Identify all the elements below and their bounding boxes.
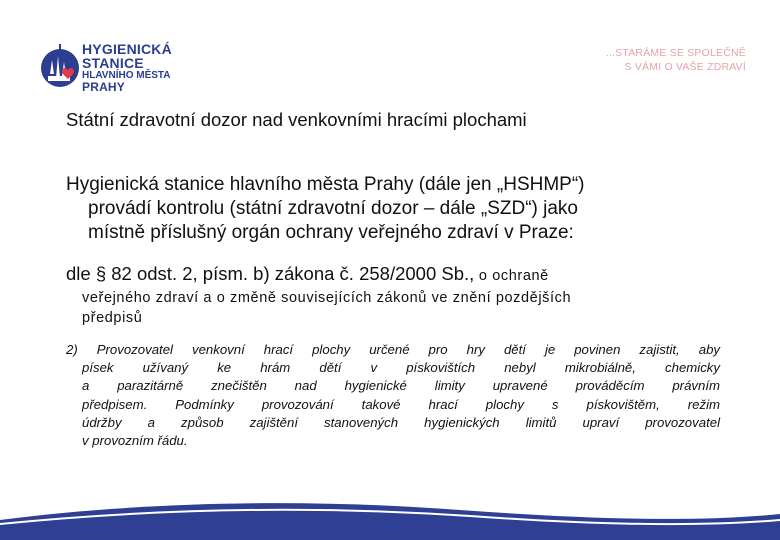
- operator-duty-line: a parazitárně znečištěn nad hygienické limity upravené prováděcím právním: [82, 378, 720, 394]
- logo-line-1: HYGIENICKÁ: [82, 41, 172, 57]
- operator-duty-line: údržby a způsob zajištění stanovených hygienických limitů upraví provozovatel: [82, 414, 720, 430]
- slogan: [606, 46, 746, 74]
- operator-duty-line: předpisem. Podmínky provozování takové hrací plochy s pískovištěm, režim: [82, 396, 720, 412]
- logo-line-3: HLAVNÍHO MĚSTA: [82, 70, 171, 81]
- logo-line-4: PRAHY: [82, 80, 126, 94]
- law-citation-line-3: předpisů: [82, 310, 143, 326]
- hshmp-logo: [40, 38, 210, 100]
- paragraph-intro: [66, 173, 736, 245]
- operator-duty-line: v provozním řádu.: [82, 433, 188, 449]
- paragraph-intro-line: provádí kontrolu (státní zdravotní dozor – dále „SZD“) jako: [88, 198, 579, 219]
- law-citation: dle § 82 odst. 2, písm. b) zákona č. 258/2000 Sb.,: [66, 263, 475, 284]
- slogan-line-2: S VÁMI O VAŠE ZDRAVÍ: [624, 61, 746, 74]
- law-citation-rest: o ochraně: [474, 268, 549, 284]
- paragraph-law-reference: [66, 263, 726, 328]
- paragraph-intro-line: Hygienická stanice hlavního města Prahy (dále jen „HSHMP“): [66, 174, 585, 195]
- slide-title: Státní zdravotní dozor nad venkovními hracími plochami: [66, 109, 527, 130]
- paragraph-operator-duty: [66, 341, 720, 450]
- logo-line-2: STANICE: [82, 55, 144, 71]
- prague-castle-heart-icon: [40, 38, 84, 98]
- paragraph-intro-line: místně příslušný orgán ochrany veřejného zdraví v Praze:: [88, 222, 574, 243]
- footer-wave: [0, 480, 780, 540]
- operator-duty-line: písek užívaný ke hrám dětí v pískovištích nebyl mikrobiálně, chemicky: [82, 360, 720, 376]
- law-citation-line-2: veřejného zdraví a o změně souvisejících zákonů ve znění pozdějších: [82, 290, 572, 306]
- operator-duty-line: 2) Provozovatel venkovní hrací plochy určené pro hry dětí je povinen zajistit, aby: [66, 342, 720, 357]
- slogan-line-1: ...STARÁME SE SPOLEČNĚ: [605, 47, 746, 59]
